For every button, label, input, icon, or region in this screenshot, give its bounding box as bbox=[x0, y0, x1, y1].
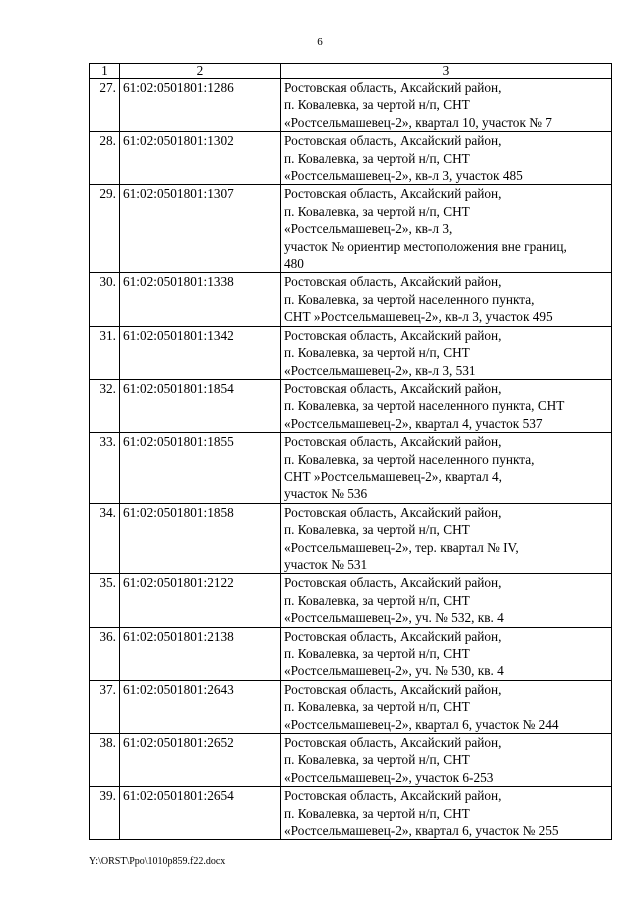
row-number: 29. bbox=[90, 185, 120, 273]
cadastral-number: 61:02:0501801:2652 bbox=[120, 734, 281, 787]
table-header-row bbox=[90, 64, 612, 79]
address-line: п. Ковалевка, за чертой н/п, СНТ bbox=[284, 97, 470, 113]
address-line: Ростовская область, Аксайский район, bbox=[284, 434, 502, 450]
address-line: участок № 536 bbox=[284, 486, 368, 502]
address-line: п. Ковалевка, за чертой н/п, СНТ bbox=[284, 646, 470, 661]
address-line: участок № ориентир местоположения вне границ, bbox=[284, 238, 567, 254]
row-number: 32. bbox=[90, 379, 120, 432]
address-line: «Ростсельмашевец-2», тер. квартал № IV, bbox=[284, 539, 519, 555]
cadastral-number: 61:02:0501801:1302 bbox=[120, 132, 281, 185]
address-line: п. Ковалевка, за чертой н/п, СНТ bbox=[284, 699, 470, 715]
address-cell bbox=[281, 185, 612, 273]
address-cell bbox=[281, 273, 612, 326]
address-cell bbox=[281, 627, 612, 680]
address-cell bbox=[281, 734, 612, 787]
address-line: Ростовская область, Аксайский район, bbox=[284, 274, 502, 290]
cadastral-number: 61:02:0501801:2138 bbox=[120, 627, 281, 680]
page-number: 6 bbox=[317, 36, 323, 48]
row-number: 27. bbox=[90, 79, 120, 132]
address-line: п. Ковалевка, за чертой населенного пункта, bbox=[284, 291, 535, 307]
address-line: Ростовская область, Аксайский район, bbox=[284, 80, 502, 95]
address-line: п. Ковалевка, за чертой н/п, СНТ bbox=[284, 203, 470, 219]
table-row bbox=[90, 79, 612, 132]
row-number: 34. bbox=[90, 503, 120, 574]
cadastral-number: 61:02:0501801:2122 bbox=[120, 574, 281, 627]
row-number: 28. bbox=[90, 132, 120, 185]
address-line: «Ростсельмашевец-2», кв-л 3, 531 bbox=[284, 362, 476, 378]
address-cell bbox=[281, 326, 612, 379]
address-line: Ростовская область, Аксайский район, bbox=[284, 186, 502, 202]
cadastral-number: 61:02:0501801:1855 bbox=[120, 433, 281, 504]
row-number: 37. bbox=[90, 680, 120, 733]
address-line: «Ростсельмашевец-2», квартал 10, участок № 7 bbox=[284, 114, 552, 130]
cadastral-number: 61:02:0501801:2654 bbox=[120, 787, 281, 840]
address-line: Ростовская область, Аксайский район, bbox=[284, 735, 502, 751]
address-line: п. Ковалевка, за чертой населенного пункта, СНТ bbox=[284, 398, 565, 414]
table-row bbox=[90, 273, 612, 326]
address-line: «Ростсельмашевец-2», уч. № 532, кв. 4 bbox=[284, 610, 504, 626]
table-row bbox=[90, 574, 612, 627]
address-line: Ростовская область, Аксайский район, bbox=[284, 628, 502, 644]
table-row bbox=[90, 734, 612, 787]
row-number: 31. bbox=[90, 326, 120, 379]
cadastral-number: 61:02:0501801:2643 bbox=[120, 680, 281, 733]
table-row bbox=[90, 379, 612, 432]
address-line: «Ростсельмашевец-2», квартал 4, участок 537 bbox=[284, 415, 543, 431]
address-line: «Ростсельмашевец-2», квартал 6, участок № 255 bbox=[284, 823, 559, 839]
address-line: Ростовская область, Аксайский район, bbox=[284, 504, 502, 520]
cadastral-number: 61:02:0501801:1307 bbox=[120, 185, 281, 273]
table-row bbox=[90, 326, 612, 379]
row-number: 39. bbox=[90, 787, 120, 840]
address-line: Ростовская область, Аксайский район, bbox=[284, 575, 502, 591]
address-cell bbox=[281, 574, 612, 627]
address-line: Ростовская область, Аксайский район, bbox=[284, 380, 502, 396]
table-row bbox=[90, 433, 612, 504]
row-number: 33. bbox=[90, 433, 120, 504]
address-line: п. Ковалевка, за чертой н/п, СНТ bbox=[284, 345, 470, 361]
column-header: 1 bbox=[90, 64, 120, 79]
address-line: п. Ковалевка, за чертой н/п, СНТ bbox=[284, 752, 470, 768]
cadastral-number: 61:02:0501801:1858 bbox=[120, 503, 281, 574]
address-line: Ростовская область, Аксайский район, bbox=[284, 327, 502, 343]
address-line: п. Ковалевка, за чертой н/п, СНТ bbox=[284, 592, 470, 608]
column-header: 2 bbox=[120, 64, 281, 79]
address-line: участок № 531 bbox=[284, 556, 368, 572]
address-line: п. Ковалевка, за чертой населенного пункта, bbox=[284, 451, 535, 467]
parcel-table bbox=[89, 63, 612, 840]
table-row bbox=[90, 132, 612, 185]
address-cell bbox=[281, 787, 612, 840]
address-line: Ростовская область, Аксайский район, bbox=[284, 133, 502, 149]
table-row bbox=[90, 787, 612, 840]
address-cell bbox=[281, 379, 612, 432]
cadastral-number: 61:02:0501801:1854 bbox=[120, 379, 281, 432]
column-header: 3 bbox=[281, 64, 612, 79]
address-cell bbox=[281, 132, 612, 185]
address-line: «Ростсельмашевец-2», участок 6-253 bbox=[284, 769, 494, 785]
address-line: Ростовская область, Аксайский район, bbox=[284, 788, 502, 804]
row-number: 30. bbox=[90, 273, 120, 326]
row-number: 38. bbox=[90, 734, 120, 787]
table-body bbox=[90, 79, 612, 840]
row-number: 36. bbox=[90, 627, 120, 680]
address-line: п. Ковалевка, за чертой н/п, СНТ bbox=[284, 522, 470, 538]
address-line: «Ростсельмашевец-2», кв-л 3, bbox=[284, 221, 453, 237]
address-line: «Ростсельмашевец-2», уч. № 530, кв. 4 bbox=[284, 663, 504, 679]
address-cell bbox=[281, 680, 612, 733]
cadastral-number: 61:02:0501801:1286 bbox=[120, 79, 281, 132]
address-line: 480 bbox=[284, 256, 304, 272]
address-line: «Ростсельмашевец-2», кв-л 3, участок 485 bbox=[284, 168, 523, 184]
address-cell bbox=[281, 79, 612, 132]
table-row bbox=[90, 503, 612, 574]
cadastral-number: 61:02:0501801:1342 bbox=[120, 326, 281, 379]
footer-file-path: Y:\ORST\Ppo\1010p859.f22.docx bbox=[89, 856, 226, 867]
table-row bbox=[90, 680, 612, 733]
address-line: СНТ »Ростсельмашевец-2», кв-л 3, участок 495 bbox=[284, 309, 553, 325]
table-row bbox=[90, 185, 612, 273]
address-cell bbox=[281, 503, 612, 574]
cadastral-number: 61:02:0501801:1338 bbox=[120, 273, 281, 326]
table-row bbox=[90, 627, 612, 680]
address-line: «Ростсельмашевец-2», квартал 6, участок № 244 bbox=[284, 716, 559, 732]
address-line: Ростовская область, Аксайский район, bbox=[284, 681, 502, 697]
row-number: 35. bbox=[90, 574, 120, 627]
address-line: п. Ковалевка, за чертой н/п, СНТ bbox=[284, 150, 470, 166]
address-line: СНТ »Ростсельмашевец-2», квартал 4, bbox=[284, 468, 502, 484]
address-cell bbox=[281, 433, 612, 504]
address-line: п. Ковалевка, за чертой н/п, СНТ bbox=[284, 805, 470, 821]
